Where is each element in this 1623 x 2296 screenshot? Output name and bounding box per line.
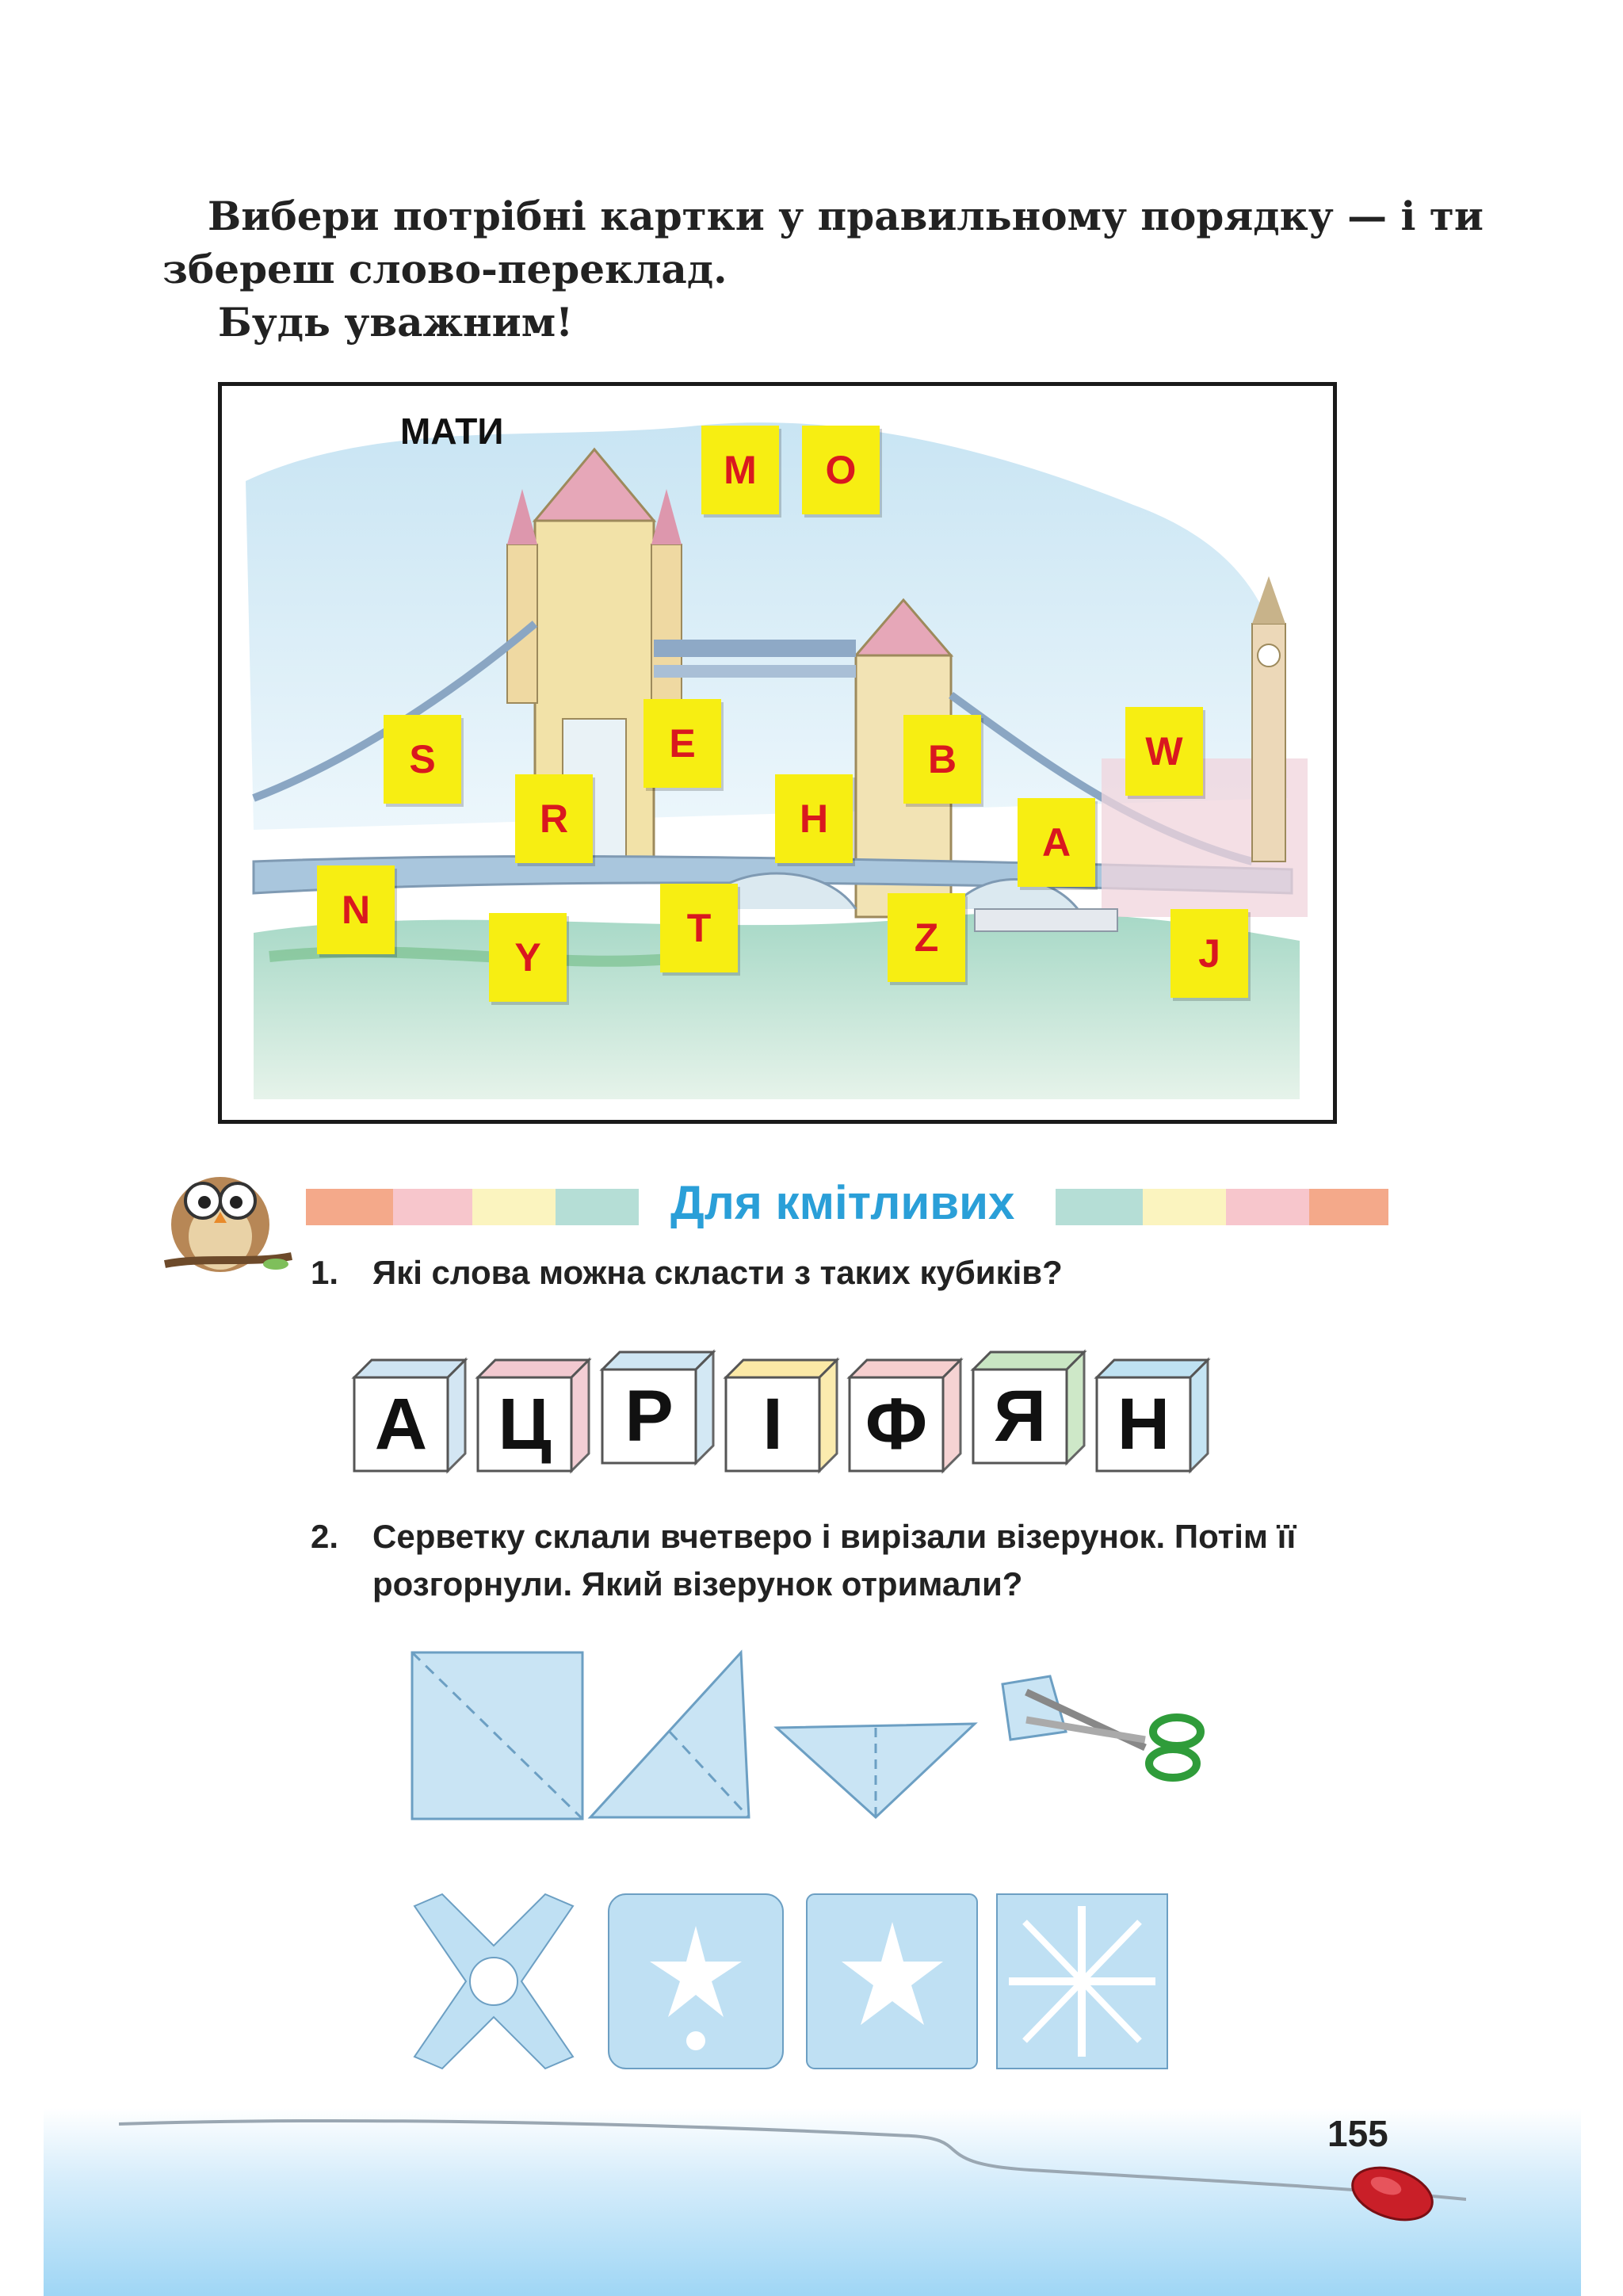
letter-cube-r[interactable] [598,1347,716,1466]
instruction-line-1: Вибери потрібні картки у правильному порядку — і ти [208,193,1484,239]
letter-card-m[interactable]: M [701,426,779,514]
cube-letter: Р [624,1375,674,1457]
cube-letter: Н [1117,1383,1170,1465]
question-2-text-line-2: розгорнули. Який візерунок отримали? [372,1565,1023,1603]
cube-letter: Я [993,1375,1047,1457]
mouse-cable-line [119,2108,1466,2219]
cube-letter: І [762,1383,783,1465]
computer-mouse-icon [1343,2156,1438,2227]
snowflake-answer-options [411,1890,1171,2073]
letter-cube-ya[interactable] [968,1347,1087,1466]
letter-cube-a[interactable] [349,1355,468,1474]
letter-card-z[interactable]: Z [888,893,965,982]
snowflake-option-1[interactable] [414,1894,573,2069]
question-1-text: Які слова можна скласти з таких кубиків? [372,1254,1063,1291]
section-title: Для кмітливих [670,1176,1015,1229]
instruction-line-3: Будь уважним! [218,299,574,346]
snowflake-option-2[interactable] [609,1894,783,2069]
cube-letter: Ц [498,1383,552,1465]
page-number: 155 [1327,2113,1388,2154]
letter-cube-ts[interactable] [473,1355,592,1474]
snowflake-option-3[interactable] [807,1894,977,2069]
question-1-number: 1. [311,1254,339,1291]
letter-card-j[interactable]: J [1170,909,1248,998]
folded-square-icon [412,1652,582,1819]
letter-card-b[interactable]: B [903,715,981,804]
owl-mascot-icon [157,1145,300,1280]
cube-letter: А [374,1383,428,1465]
folded-triangle-icon [590,1652,749,1817]
header-band-segment [393,1189,472,1225]
letter-card-a[interactable]: A [1018,798,1095,887]
letter-cube-i[interactable] [721,1355,840,1474]
scissors-icon [1002,1676,1201,1778]
header-band-segment [1056,1189,1143,1225]
letter-card-h[interactable]: H [775,774,853,863]
letter-card-o[interactable]: O [802,426,880,514]
question-2-number: 2. [311,1518,339,1555]
snowflake-option-4[interactable] [997,1894,1167,2069]
header-band-segment [556,1189,639,1225]
cube-letter: Ф [865,1383,928,1465]
letter-card-r[interactable]: R [515,774,593,863]
header-band-segment [1309,1189,1388,1225]
target-word: МАТИ [400,411,504,452]
letter-card-w[interactable]: W [1125,707,1203,796]
london-bridge-picture [218,382,1337,1124]
header-band-segment [472,1189,556,1225]
folded-small-triangle-icon [777,1724,975,1817]
letter-card-t[interactable]: T [660,884,738,972]
letter-card-y[interactable]: Y [489,913,567,1002]
letter-card-s[interactable]: S [384,715,461,804]
letter-cube-f[interactable] [845,1355,964,1474]
question-2-text-line-1: Серветку склали вчетверо і вирізали візерунок. Потім її [372,1518,1296,1555]
napkin-folding-steps [408,1645,1240,1827]
header-band-segment [306,1189,393,1225]
letter-cube-n[interactable] [1092,1355,1211,1474]
letter-card-n[interactable]: N [317,865,395,954]
header-band-segment [1226,1189,1309,1225]
header-band-segment [1143,1189,1226,1225]
instruction-line-2: збереш слово-переклад. [162,246,727,292]
letter-card-e[interactable]: E [643,699,721,788]
